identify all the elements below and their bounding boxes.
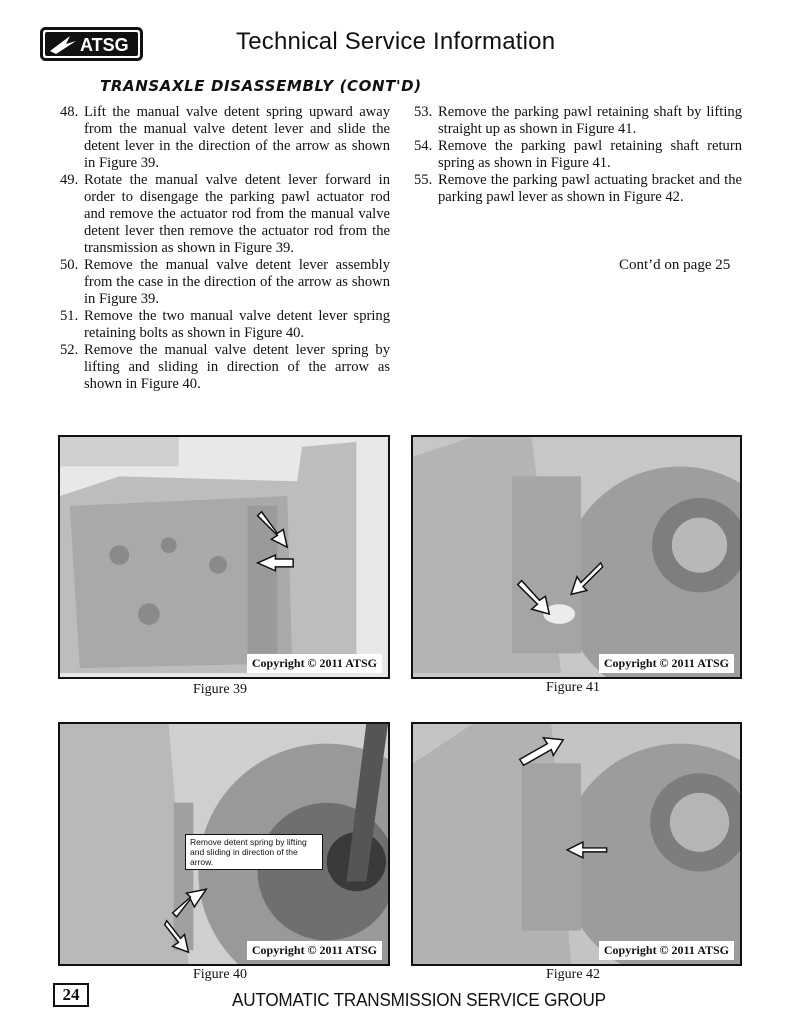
step-54: 54. Remove the parking pawl retaining shaft return spring as shown in Figure 41.	[414, 138, 742, 171]
figure-40-photo	[58, 722, 390, 966]
step-49: 49. Rotate the manual valve detent lever forward in order to disengage the parking pawl actuator rod and remove the actuator rod from the manual valve detent lever then remove the actuator rod from the transmission as shown in Figure 39.	[60, 172, 390, 256]
step-53: 53. Remove the parking pawl retaining shaft by lifting straight up as shown in Figure 41.	[414, 104, 742, 137]
page-number: 24	[53, 983, 89, 1007]
figure-39-photo	[58, 435, 390, 679]
step-55: 55. Remove the parking pawl actuating bracket and the parking pawl lever as shown in Figure 42.	[414, 172, 742, 205]
figure-42-copyright: Copyright © 2011 ATSG	[599, 941, 734, 960]
figure-40-callout: Remove detent spring by lifting and sliding in direction of the arrow.	[185, 834, 323, 870]
figure-39-caption: Figure 39	[193, 682, 248, 697]
page-header-title: Technical Service Information	[236, 28, 556, 55]
figure-41-copyright: Copyright © 2011 ATSG	[599, 654, 734, 673]
figure-40-copyright: Copyright © 2011 ATSG	[247, 941, 382, 960]
step-52: 52. Remove the manual valve detent lever spring by lifting and sliding in direction of the arrow as shown in Figure 40.	[60, 342, 390, 392]
left-column	[60, 104, 390, 393]
figure-42-caption: Figure 42	[546, 967, 601, 982]
figure-39-copyright: Copyright © 2011 ATSG	[247, 654, 382, 673]
figure-41-photo	[411, 435, 742, 679]
figure-40-caption: Figure 40	[193, 967, 248, 982]
step-51: 51. Remove the two manual valve detent lever spring retaining bolts as shown in Figure 40.	[60, 308, 390, 341]
figure-42-photo	[411, 722, 742, 966]
atsg-logo	[40, 27, 143, 61]
step-50: 50. Remove the manual valve detent lever assembly from the case in the direction of the arrow as shown in Figure 39.	[60, 257, 390, 307]
section-title: TRANSAXLE DISASSEMBLY (CONT'D)	[100, 77, 422, 95]
continued-note: Cont’d on page 25	[619, 257, 731, 273]
right-column	[414, 104, 742, 206]
footer-title: AUTOMATIC TRANSMISSION SERVICE GROUP	[232, 990, 606, 1010]
svg-text:ATSG: ATSG	[80, 35, 129, 55]
step-48: 48. Lift the manual valve detent spring upward away from the manual valve detent lever and slide the detent lever in the direction of the arrow as shown in Figure 39.	[60, 104, 390, 171]
figure-41-caption: Figure 41	[546, 680, 601, 695]
